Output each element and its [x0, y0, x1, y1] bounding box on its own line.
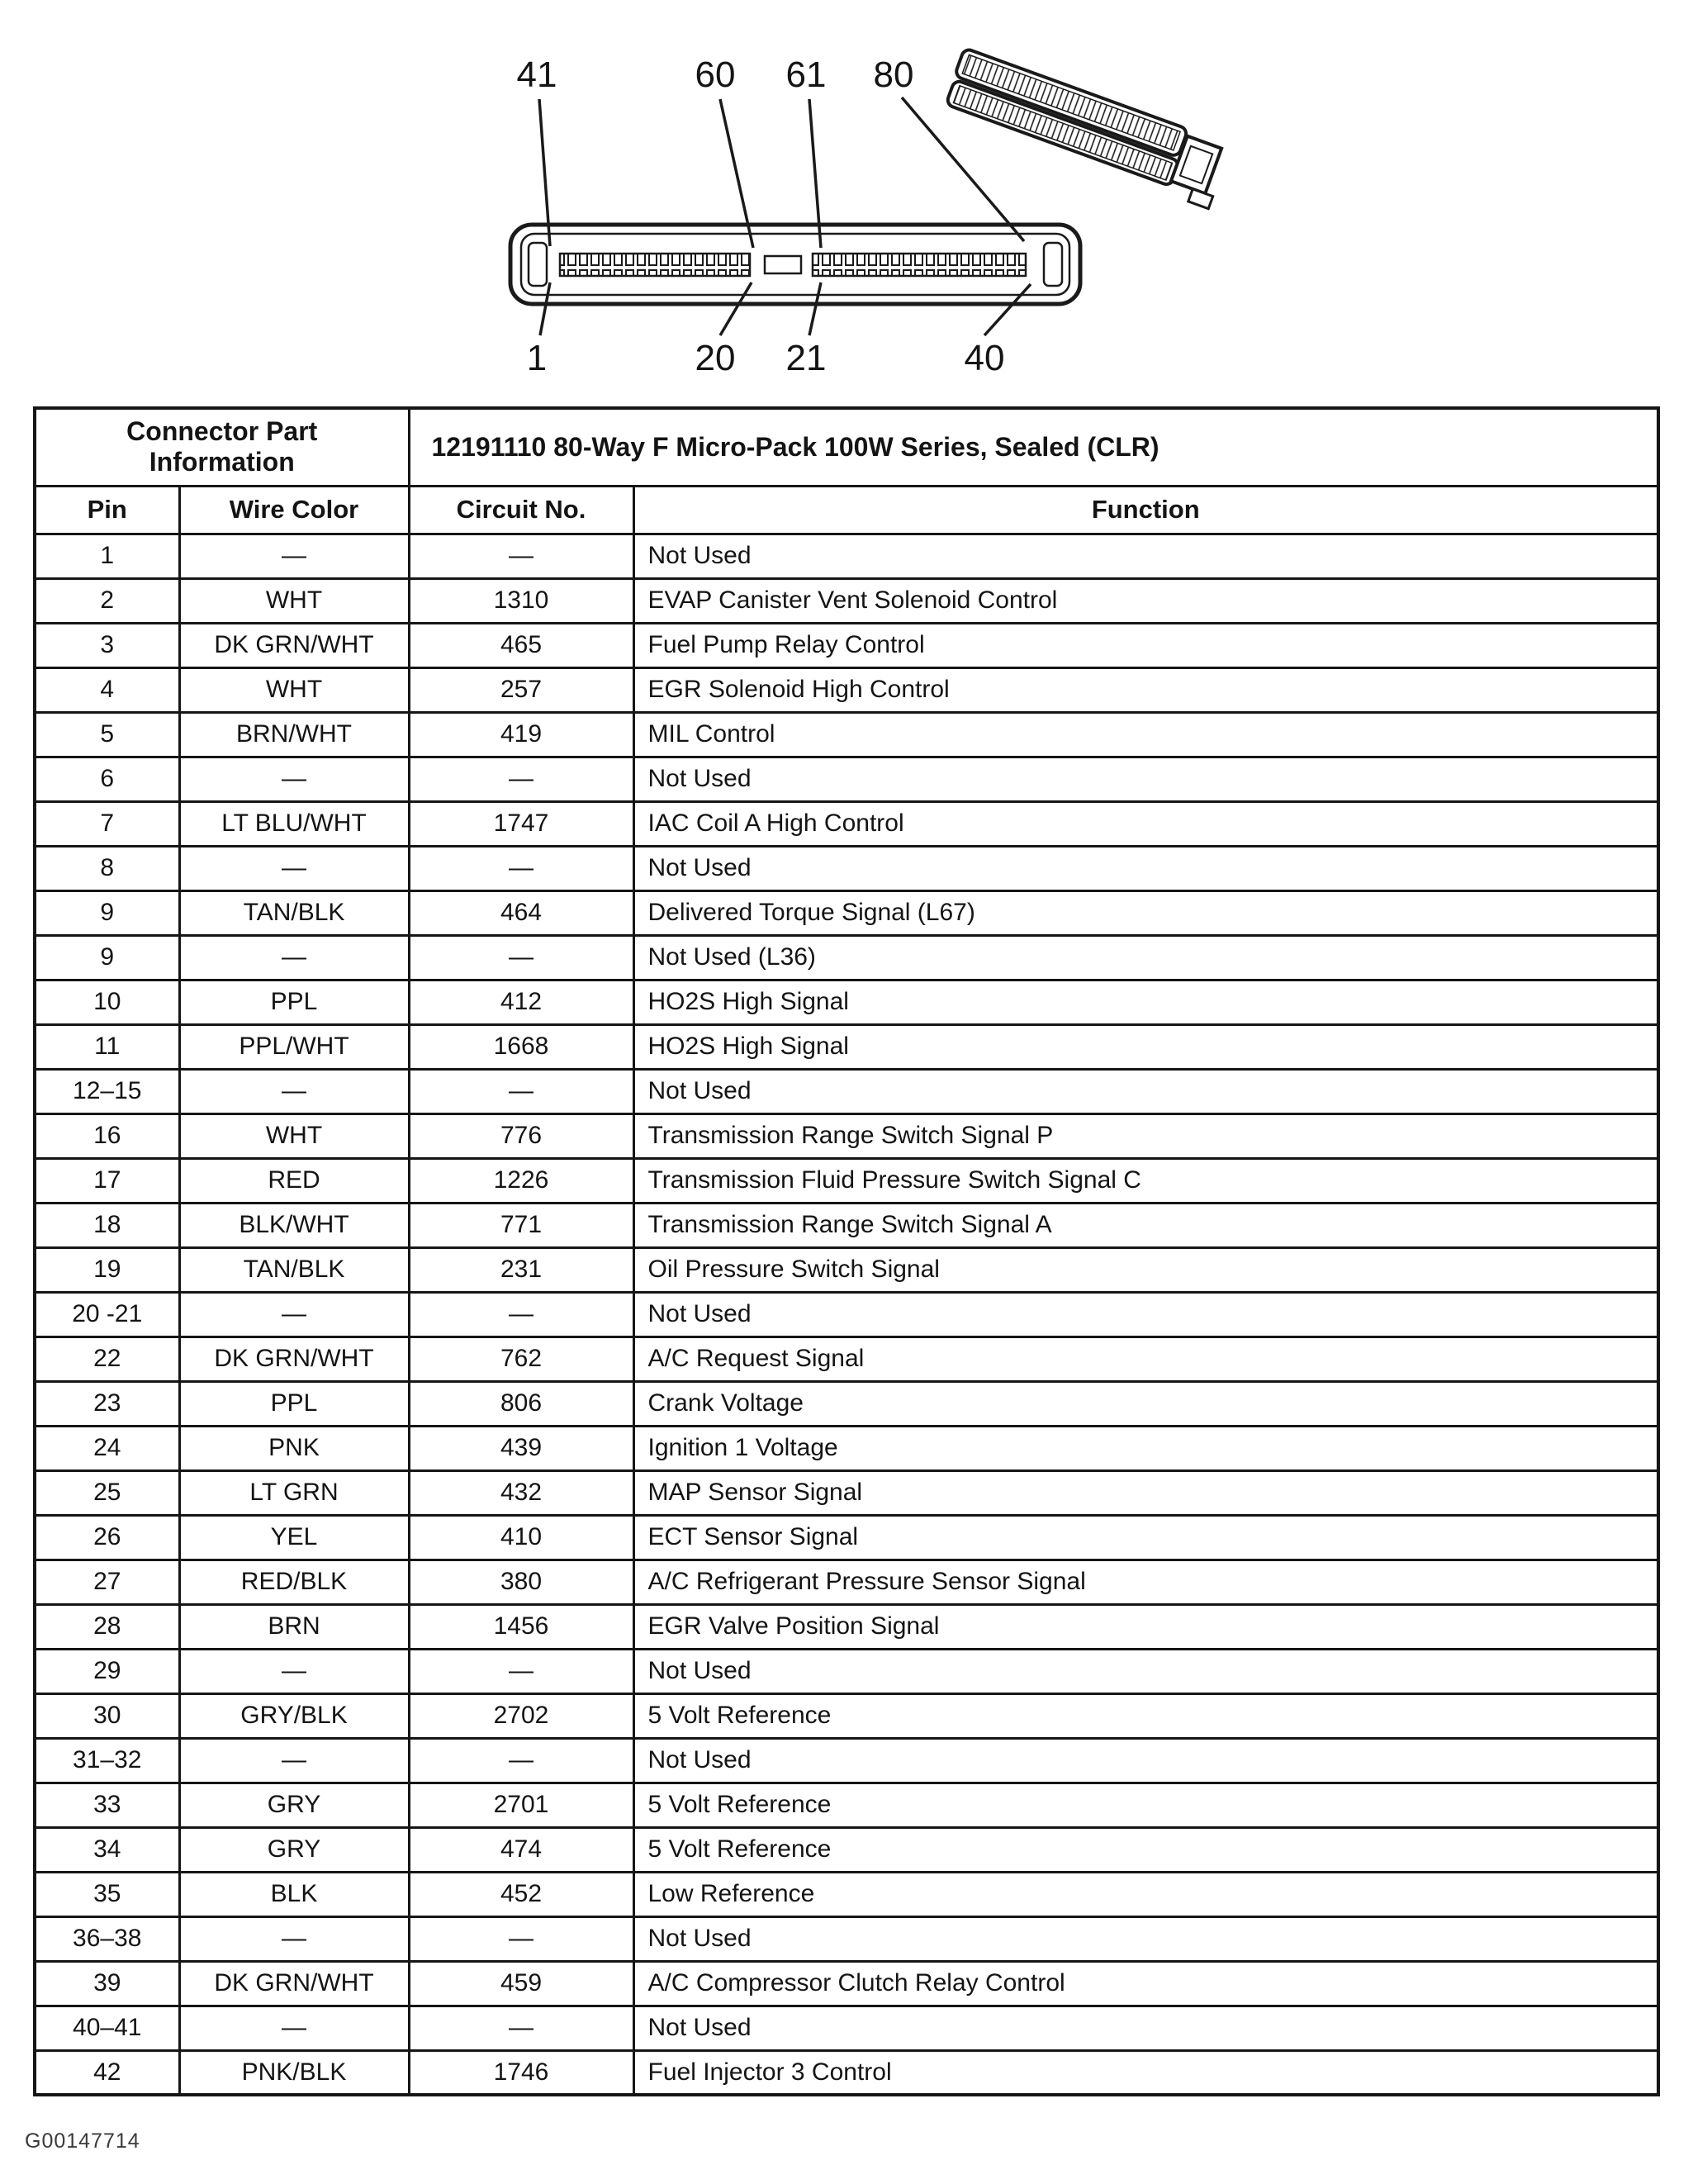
figure-id: G00147714	[25, 2129, 140, 2153]
pin-callout-top-2: 60	[695, 55, 736, 95]
wire-color-cell: —	[179, 757, 409, 801]
circuit-no-cell: —	[409, 1069, 633, 1113]
pin-cell: 5	[35, 712, 179, 757]
part-info-header	[35, 408, 409, 486]
table-row	[35, 1827, 1658, 1872]
circuit-no-cell: 452	[409, 1872, 633, 1916]
function-cell: Transmission Range Switch Signal P	[633, 1113, 1658, 1158]
pin-cell: 33	[35, 1783, 179, 1827]
circuit-no-cell: —	[409, 1292, 633, 1337]
pin-cell: 34	[35, 1827, 179, 1872]
connector-diagram	[0, 0, 1693, 405]
pin-cell: 19	[35, 1247, 179, 1292]
circuit-no-cell: 762	[409, 1337, 633, 1381]
wire-color-cell: PPL	[179, 980, 409, 1024]
pin-cell: 9	[35, 890, 179, 935]
col-header-circuit-no: Circuit No.	[409, 486, 633, 534]
pin-callout-bottom-3: 21	[785, 338, 827, 378]
pin-cell: 31–32	[35, 1738, 179, 1783]
table-row	[35, 1024, 1658, 1069]
function-cell: EGR Solenoid High Control	[633, 667, 1658, 712]
circuit-no-cell: —	[409, 2006, 633, 2050]
table-row	[35, 667, 1658, 712]
circuit-no-cell: 2702	[409, 1693, 633, 1738]
wire-color-cell: WHT	[179, 667, 409, 712]
pin-cell: 4	[35, 667, 179, 712]
table-row	[35, 1247, 1658, 1292]
pin-cell: 17	[35, 1158, 179, 1203]
function-cell: Not Used	[633, 757, 1658, 801]
circuit-no-cell: —	[409, 1916, 633, 1961]
col-header-function: Function	[633, 486, 1658, 534]
wire-color-cell: BLK/WHT	[179, 1203, 409, 1247]
pin-callout-top-1: 41	[516, 55, 557, 95]
circuit-no-cell: 459	[409, 1961, 633, 2006]
function-cell: 5 Volt Reference	[633, 1783, 1658, 1827]
table-row	[35, 757, 1658, 801]
table-row	[35, 1381, 1658, 1426]
function-cell: Fuel Injector 3 Control	[633, 2050, 1658, 2095]
function-cell: Not Used	[633, 1292, 1658, 1337]
table-row	[35, 534, 1658, 578]
pin-cell: 8	[35, 846, 179, 890]
circuit-no-cell: 1747	[409, 801, 633, 846]
table-row	[35, 623, 1658, 667]
col-header-wire-color: Wire Color	[179, 486, 409, 534]
function-cell: Transmission Range Switch Signal A	[633, 1203, 1658, 1247]
function-cell: IAC Coil A High Control	[633, 801, 1658, 846]
circuit-no-cell: 419	[409, 712, 633, 757]
pin-cell: 16	[35, 1113, 179, 1158]
part-title: 12191110 80-Way F Micro-Pack 100W Series, Sealed (CLR)	[431, 431, 1159, 462]
wire-color-cell: GRY	[179, 1783, 409, 1827]
table-row	[35, 935, 1658, 980]
wire-color-cell: YEL	[179, 1515, 409, 1560]
pin-cell: 11	[35, 1024, 179, 1069]
pin-cell: 29	[35, 1649, 179, 1693]
table-row	[35, 1738, 1658, 1783]
table-row	[35, 1916, 1658, 1961]
wire-color-cell: DK GRN/WHT	[179, 1961, 409, 2006]
table-row	[35, 1961, 1658, 2006]
table-row	[35, 846, 1658, 890]
function-cell: ECT Sensor Signal	[633, 1515, 1658, 1560]
circuit-no-cell: 464	[409, 890, 633, 935]
circuit-no-cell: 231	[409, 1247, 633, 1292]
wire-color-cell: —	[179, 1069, 409, 1113]
pin-callout-bottom-4: 40	[964, 338, 1005, 378]
table-row	[35, 1426, 1658, 1470]
pin-cell: 30	[35, 1693, 179, 1738]
function-cell: A/C Compressor Clutch Relay Control	[633, 1961, 1658, 2006]
wire-color-cell: GRY	[179, 1827, 409, 1872]
circuit-no-cell: —	[409, 1738, 633, 1783]
table-row	[35, 1872, 1658, 1916]
function-cell: Not Used	[633, 1069, 1658, 1113]
circuit-no-cell: 439	[409, 1426, 633, 1470]
pin-cell: 39	[35, 1961, 179, 2006]
function-cell: A/C Request Signal	[633, 1337, 1658, 1381]
table-row	[35, 1203, 1658, 1247]
wire-color-cell: —	[179, 846, 409, 890]
pin-cell: 27	[35, 1560, 179, 1604]
wire-color-cell: PNK	[179, 1426, 409, 1470]
pin-callout-top-4: 80	[873, 55, 914, 95]
pin-cell: 25	[35, 1470, 179, 1515]
function-cell: HO2S High Signal	[633, 980, 1658, 1024]
col-header-pin: Pin	[35, 486, 179, 534]
wire-color-cell: BLK	[179, 1872, 409, 1916]
wire-color-cell: —	[179, 1738, 409, 1783]
table-row	[35, 2006, 1658, 2050]
table-row	[35, 712, 1658, 757]
function-cell: 5 Volt Reference	[633, 1827, 1658, 1872]
pin-callout-bottom-1: 1	[526, 338, 548, 378]
function-cell: EGR Valve Position Signal	[633, 1604, 1658, 1649]
table-row	[35, 1158, 1658, 1203]
circuit-no-cell: 771	[409, 1203, 633, 1247]
function-cell: Not Used	[633, 2006, 1658, 2050]
pin-cell: 18	[35, 1203, 179, 1247]
pin-cell: 10	[35, 980, 179, 1024]
wire-color-cell: TAN/BLK	[179, 1247, 409, 1292]
wire-color-cell: BRN/WHT	[179, 712, 409, 757]
circuit-no-cell: 2701	[409, 1783, 633, 1827]
pin-cell: 12–15	[35, 1069, 179, 1113]
circuit-no-cell: —	[409, 534, 633, 578]
wire-color-cell: RED	[179, 1158, 409, 1203]
circuit-no-cell: 412	[409, 980, 633, 1024]
function-cell: Crank Voltage	[633, 1381, 1658, 1426]
table-row	[35, 1292, 1658, 1337]
connector-isometric-view	[941, 48, 1231, 209]
circuit-no-cell: 380	[409, 1560, 633, 1604]
wire-color-cell: GRY/BLK	[179, 1693, 409, 1738]
table-row	[35, 2050, 1658, 2095]
circuit-no-cell: —	[409, 846, 633, 890]
table-title-row	[35, 408, 1658, 486]
circuit-no-cell: 257	[409, 667, 633, 712]
pin-cell: 20 -21	[35, 1292, 179, 1337]
pin-callout-bottom-2: 20	[695, 338, 736, 378]
function-cell: Oil Pressure Switch Signal	[633, 1247, 1658, 1292]
function-cell: Low Reference	[633, 1872, 1658, 1916]
circuit-no-cell: —	[409, 1649, 633, 1693]
function-cell: Fuel Pump Relay Control	[633, 623, 1658, 667]
wire-color-cell: PPL	[179, 1381, 409, 1426]
function-cell: Not Used	[633, 1738, 1658, 1783]
function-cell: Not Used	[633, 1916, 1658, 1961]
callout-labels	[517, 55, 1005, 378]
pin-cell: 22	[35, 1337, 179, 1381]
wire-color-cell: —	[179, 2006, 409, 2050]
wire-color-cell: LT GRN	[179, 1470, 409, 1515]
pin-cell: 2	[35, 578, 179, 623]
pin-cell: 6	[35, 757, 179, 801]
wire-color-cell: DK GRN/WHT	[179, 1337, 409, 1381]
circuit-no-cell: 1668	[409, 1024, 633, 1069]
table-row	[35, 1113, 1658, 1158]
table-row	[35, 1604, 1658, 1649]
function-cell: Delivered Torque Signal (L67)	[633, 890, 1658, 935]
wire-color-cell: RED/BLK	[179, 1560, 409, 1604]
wire-color-cell: DK GRN/WHT	[179, 623, 409, 667]
pin-cell: 36–38	[35, 1916, 179, 1961]
function-cell: Transmission Fluid Pressure Switch Signal C	[633, 1158, 1658, 1203]
wire-color-cell: —	[179, 1916, 409, 1961]
table-row	[35, 1069, 1658, 1113]
pinout-table	[33, 406, 1660, 2096]
wire-color-cell: TAN/BLK	[179, 890, 409, 935]
wire-color-cell: PPL/WHT	[179, 1024, 409, 1069]
circuit-no-cell: 1226	[409, 1158, 633, 1203]
table-row	[35, 578, 1658, 623]
part-info-label: Connector Part Information	[126, 415, 318, 477]
pin-cell: 42	[35, 2050, 179, 2095]
wire-color-cell: WHT	[179, 1113, 409, 1158]
table-row	[35, 1649, 1658, 1693]
table-row	[35, 1560, 1658, 1604]
circuit-no-cell: 1746	[409, 2050, 633, 2095]
table-row	[35, 801, 1658, 846]
table-row	[35, 890, 1658, 935]
wire-color-cell: —	[179, 1649, 409, 1693]
pinout-table-body	[35, 534, 1658, 2095]
table-row	[35, 1693, 1658, 1738]
pin-callout-top-3: 61	[785, 55, 827, 95]
circuit-no-cell: 806	[409, 1381, 633, 1426]
function-cell: Not Used	[633, 846, 1658, 890]
function-cell: EVAP Canister Vent Solenoid Control	[633, 578, 1658, 623]
wire-color-cell: PNK/BLK	[179, 2050, 409, 2095]
table-row	[35, 1783, 1658, 1827]
pin-cell: 24	[35, 1426, 179, 1470]
function-cell: Not Used	[633, 534, 1658, 578]
pin-cell: 40–41	[35, 2006, 179, 2050]
function-cell: MAP Sensor Signal	[633, 1470, 1658, 1515]
circuit-no-cell: 776	[409, 1113, 633, 1158]
table-row	[35, 1470, 1658, 1515]
function-cell: MIL Control	[633, 712, 1658, 757]
pin-cell: 9	[35, 935, 179, 980]
connector-face-view	[510, 225, 1080, 304]
table-row	[35, 1337, 1658, 1381]
function-cell: Not Used (L36)	[633, 935, 1658, 980]
table-row	[35, 980, 1658, 1024]
circuit-no-cell: 1456	[409, 1604, 633, 1649]
circuit-no-cell: 474	[409, 1827, 633, 1872]
wire-color-cell: —	[179, 935, 409, 980]
function-cell: HO2S High Signal	[633, 1024, 1658, 1069]
circuit-no-cell: 410	[409, 1515, 633, 1560]
function-cell: 5 Volt Reference	[633, 1693, 1658, 1738]
wire-color-cell: BRN	[179, 1604, 409, 1649]
wire-color-cell: LT BLU/WHT	[179, 801, 409, 846]
circuit-no-cell: 432	[409, 1470, 633, 1515]
circuit-no-cell: —	[409, 757, 633, 801]
wire-color-cell: —	[179, 534, 409, 578]
pin-cell: 7	[35, 801, 179, 846]
pin-cell: 23	[35, 1381, 179, 1426]
pin-cell: 28	[35, 1604, 179, 1649]
table-row	[35, 1515, 1658, 1560]
pin-cell: 35	[35, 1872, 179, 1916]
part-title-header	[409, 408, 1658, 486]
circuit-no-cell: 465	[409, 623, 633, 667]
wire-color-cell: WHT	[179, 578, 409, 623]
circuit-no-cell: 1310	[409, 578, 633, 623]
pin-cell: 3	[35, 623, 179, 667]
pin-cell: 26	[35, 1515, 179, 1560]
function-cell: Not Used	[633, 1649, 1658, 1693]
wire-color-cell: —	[179, 1292, 409, 1337]
pin-cell: 1	[35, 534, 179, 578]
circuit-no-cell: —	[409, 935, 633, 980]
column-header-row	[35, 486, 1658, 534]
function-cell: Ignition 1 Voltage	[633, 1426, 1658, 1470]
function-cell: A/C Refrigerant Pressure Sensor Signal	[633, 1560, 1658, 1604]
